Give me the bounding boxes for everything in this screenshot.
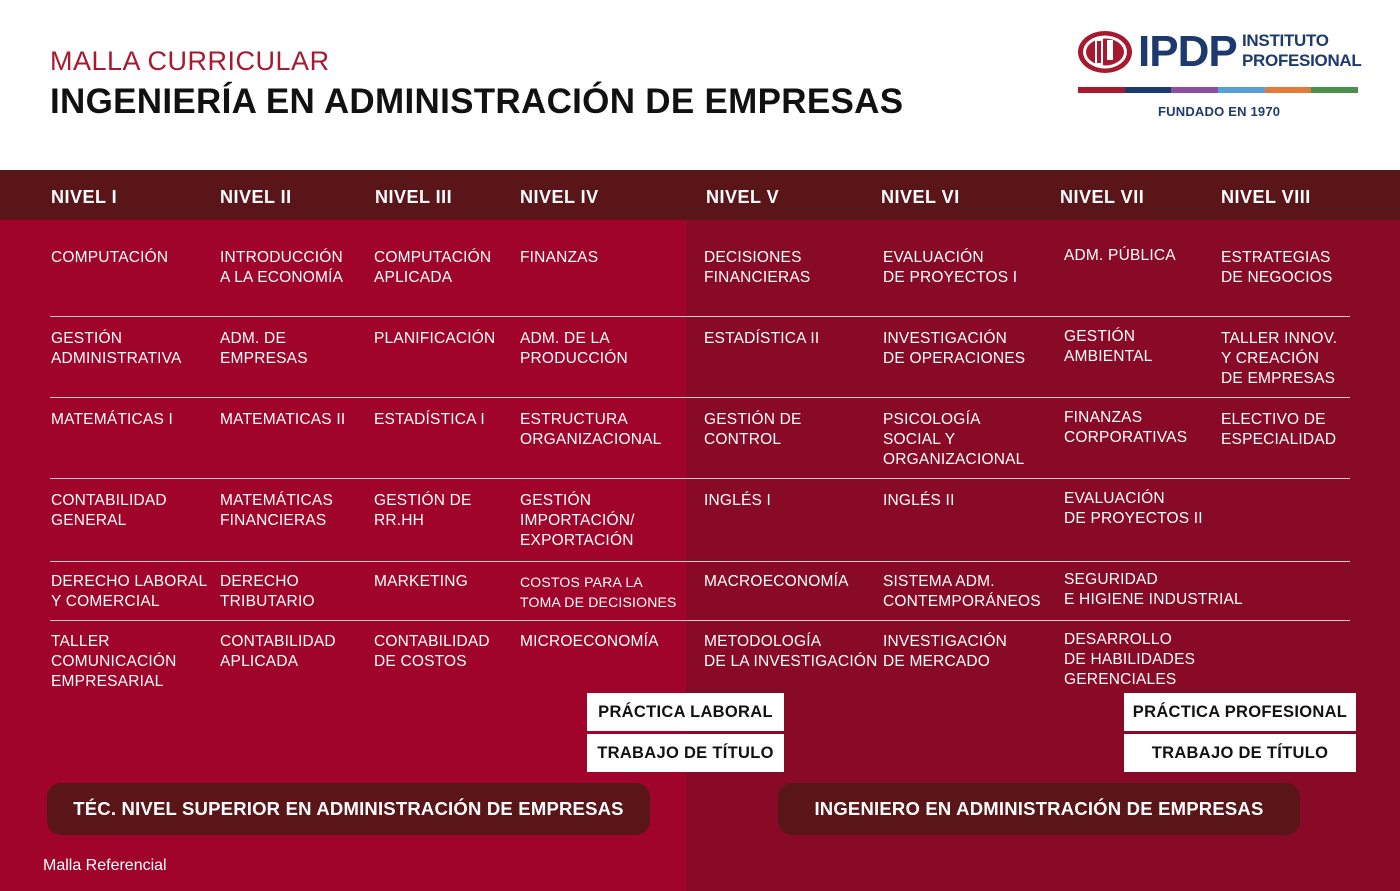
course-item: MATEMÁTICAS I [51, 411, 174, 428]
level-label: NIVEL IV [520, 187, 599, 207]
course-item: CONTABILIDAD APLICADA [220, 633, 336, 670]
course-item: MATEMÁTICAS FINANCIERAS [220, 492, 334, 529]
row-divider [50, 478, 1350, 479]
row-divider [50, 561, 1350, 562]
level-header-bar [0, 170, 1400, 220]
course-item: INVESTIGACIÓN DE MERCADO [883, 633, 1008, 670]
page-header [0, 0, 1400, 170]
level-label: NIVEL III [375, 187, 453, 207]
logo-institution-name [1242, 31, 1362, 71]
page-kicker: MALLA CURRICULAR [50, 46, 330, 76]
practica-profesional-box: PRÁCTICA PROFESIONAL [1124, 693, 1356, 731]
course-item: COMPUTACIÓN [51, 249, 169, 266]
course-item: INGLÉS II [883, 492, 955, 509]
logo-line-2: PROFESIONAL [1242, 51, 1362, 70]
course-item: DERECHO TRIBUTARIO [220, 573, 315, 610]
course-item: CONTABILIDAD DE COSTOS [374, 633, 490, 670]
course-item: MACROECONOMÍA [704, 573, 849, 590]
trabajo-titulo-box: TRABAJO DE TÍTULO [1124, 734, 1356, 772]
logo-color-bar [1078, 87, 1358, 93]
course-item: PSICOLOGÍA SOCIAL Y ORGANIZACIONAL [883, 411, 1025, 468]
logo-color-segment [1125, 87, 1172, 93]
course-item: PLANIFICACIÓN [374, 330, 496, 347]
course-item: ADM. DE EMPRESAS [220, 330, 308, 367]
course-item: TALLER COMUNICACIÓN EMPRESARIAL [51, 633, 177, 690]
course-item: SEGURIDAD E HIGIENE INDUSTRIAL [1064, 571, 1243, 608]
row-divider [50, 316, 1350, 317]
logo-color-segment [1218, 87, 1265, 93]
course-item: CONTABILIDAD GENERAL [51, 492, 167, 529]
degree-ingeniero: INGENIERO EN ADMINISTRACIÓN DE EMPRESAS [778, 783, 1300, 835]
logo-color-segment [1078, 87, 1125, 93]
course-item: MATEMATICAS II [220, 411, 346, 428]
row-divider [50, 620, 1350, 621]
course-item: DECISIONES FINANCIERAS [704, 249, 811, 286]
course-item: GESTIÓN IMPORTACIÓN/ EXPORTACIÓN [520, 492, 635, 549]
course-item: GESTIÓN ADMINISTRATIVA [51, 330, 182, 367]
ipdp-logo-icon [1076, 28, 1134, 76]
logo-color-segment [1171, 87, 1218, 93]
course-item: ADM. DE LA PRODUCCIÓN [520, 330, 628, 367]
degree-tecnico: TÉC. NIVEL SUPERIOR EN ADMINISTRACIÓN DE EMPRESAS [47, 783, 650, 835]
course-item: MICROECONOMÍA [520, 633, 659, 650]
logo-line-1: INSTITUTO [1242, 31, 1329, 50]
course-item: MARKETING [374, 573, 468, 590]
course-item: GESTIÓN AMBIENTAL [1064, 328, 1153, 365]
course-item: FINANZAS [520, 249, 599, 266]
logo-founded: FUNDADO EN 1970 [1158, 104, 1281, 119]
course-item: TALLER INNOV. Y CREACIÓN DE EMPRESAS [1221, 330, 1338, 387]
course-item: ESTRATEGIAS DE NEGOCIOS [1221, 249, 1333, 286]
row-divider [50, 397, 1350, 398]
course-item: EVALUACIÓN DE PROYECTOS I [883, 249, 1018, 286]
course-item: INTRODUCCIÓN A LA ECONOMÍA [220, 249, 344, 286]
level-label: NIVEL VII [1060, 187, 1145, 207]
course-item: GESTIÓN DE CONTROL [704, 411, 802, 448]
level-label: NIVEL VIII [1221, 187, 1311, 207]
course-item: ESTADÍSTICA II [704, 330, 820, 347]
course-item: DERECHO LABORAL Y COMERCIAL [51, 573, 208, 610]
course-item: ADM. PÚBLICA [1064, 247, 1176, 264]
course-item: COMPUTACIÓN APLICADA [374, 249, 492, 286]
trabajo-titulo-box: TRABAJO DE TÍTULO [587, 734, 784, 772]
level-label: NIVEL VI [881, 187, 960, 207]
course-item: SISTEMA ADM. CONTEMPORÁNEOS [883, 573, 1041, 610]
practica-laboral-box: PRÁCTICA LABORAL [587, 693, 784, 731]
course-item: INVESTIGACIÓN DE OPERACIONES [883, 330, 1026, 367]
course-item: INGLÉS I [704, 492, 772, 509]
course-item: ELECTIVO DE ESPECIALIDAD [1221, 411, 1337, 448]
logo-acronym: IPDP [1138, 27, 1237, 76]
level-label: NIVEL V [706, 187, 780, 207]
course-item: ESTADÍSTICA I [374, 411, 485, 428]
course-item: ESTRUCTURA ORGANIZACIONAL [520, 411, 662, 448]
level-label: NIVEL I [51, 187, 118, 207]
institution-logo [1076, 26, 1362, 126]
footnote: Malla Referencial [43, 857, 167, 874]
logo-color-segment [1265, 87, 1312, 93]
course-item: METODOLOGÍA DE LA INVESTIGACIÓN [704, 633, 878, 670]
course-item: COSTOS PARA LA TOMA DE DECISIONES [520, 574, 677, 610]
logo-color-segment [1311, 87, 1358, 93]
course-item: DESARROLLO DE HABILIDADES GERENCIALES [1064, 631, 1196, 688]
level-label: NIVEL II [220, 187, 292, 207]
course-item: EVALUACIÓN DE PROYECTOS II [1064, 490, 1203, 527]
course-item: GESTIÓN DE RR.HH [374, 492, 472, 529]
page-title: INGENIERÍA EN ADMINISTRACIÓN DE EMPRESAS [50, 82, 904, 121]
course-item: FINANZAS CORPORATIVAS [1064, 409, 1188, 446]
